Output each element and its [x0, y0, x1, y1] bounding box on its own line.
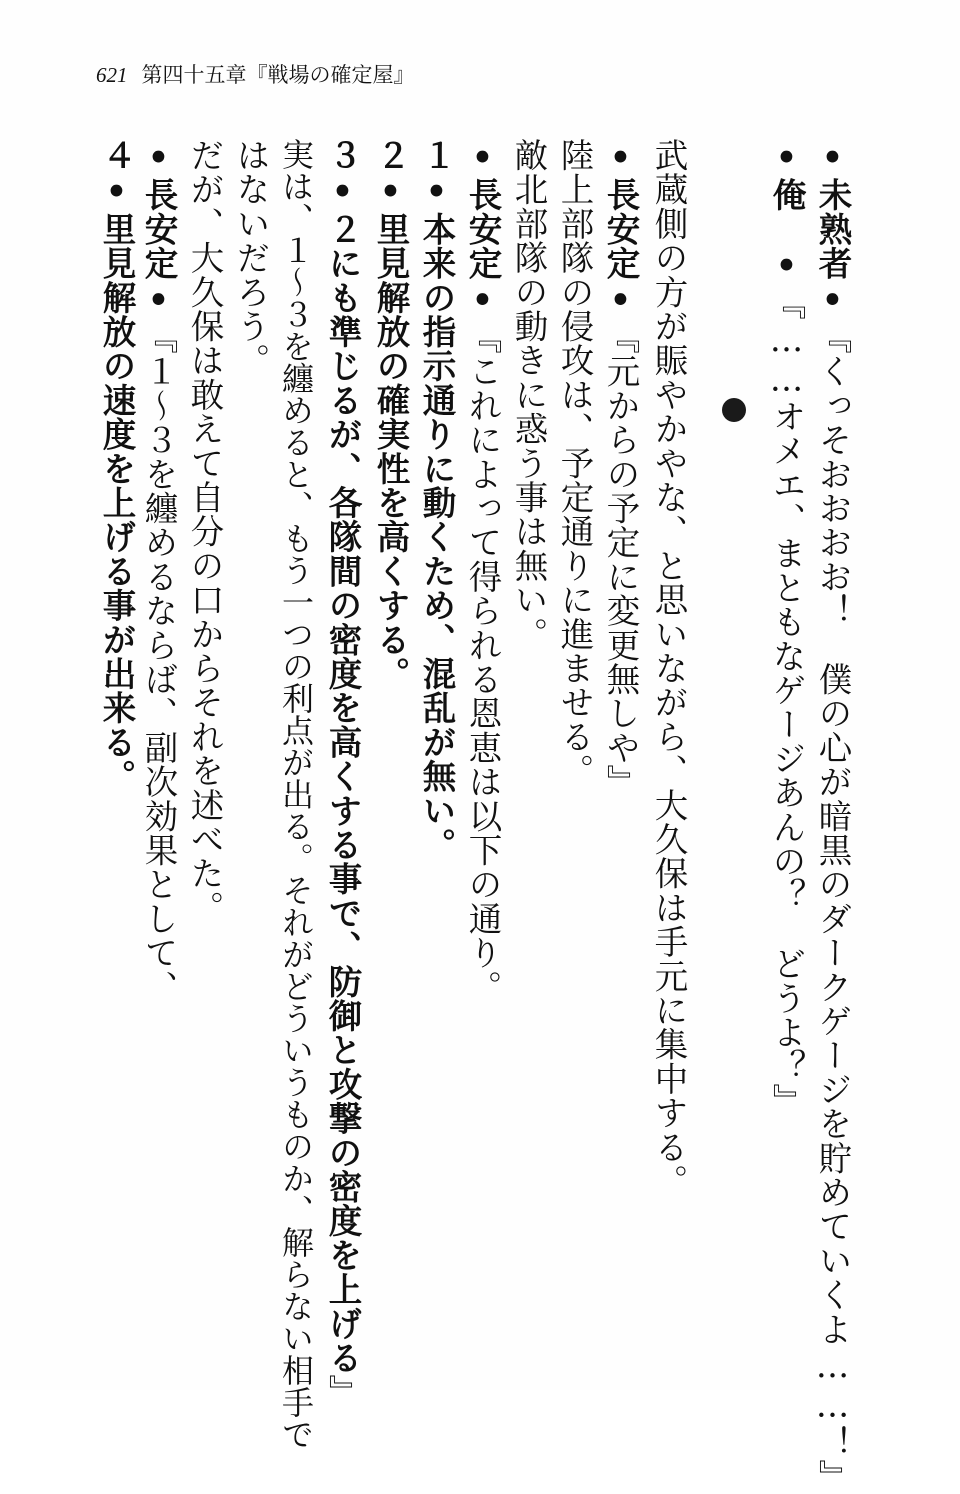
closing-bracket: 』 — [323, 1374, 362, 1409]
narration-text: 敵北部隊の動きに惑う事は無い。 — [509, 138, 548, 651]
narration-text: はないだろう。 — [231, 138, 270, 378]
line-10-point-3 — [322, 138, 362, 1409]
line-11-narration — [276, 138, 316, 1450]
dialogue-text: 『……オメエ、まともなゲージあんの？ どうよ？』 — [767, 285, 806, 1118]
narration-text: 武蔵側の方が賑やかやな、と思いながら、大久保は手元に集中する。 — [649, 138, 688, 1199]
list-item-text: ３•２にも準じるが、各隊間の密度を高くする事で、防御と攻撃の密度を上げる — [323, 138, 362, 1375]
section-break-dot — [722, 398, 746, 422]
line-4-nagayasusada — [600, 138, 640, 799]
dialogue-text: 『くっそおおおお！ 僕の心が暗黒のダークゲージを貯めていくよ……！』 — [813, 320, 852, 1494]
dialogue-text: 『元からの予定に変更無しや』 — [601, 320, 640, 799]
list-item-text: ２•里見解放の確実性を高くする。 — [371, 138, 410, 691]
speaker-label: •未熟者• — [813, 138, 852, 320]
speaker-label: •長安定• — [601, 138, 640, 320]
dialogue-text: 『これによって得られる恩恵は以下の通り。 — [463, 320, 502, 1004]
line-8-point-1 — [416, 138, 456, 862]
line-13-narration — [184, 138, 224, 925]
line-5-narration — [554, 138, 594, 788]
line-7-nagayasusada — [462, 138, 502, 1004]
speaker-label: •長安定• — [463, 138, 502, 320]
list-item-text: ４•里見解放の速度を上げる事が出来る。 — [97, 138, 136, 794]
narration-text: だが、大久保は敢えて自分の口からそれを述べた。 — [185, 138, 224, 925]
narration-text: 実は、１〜３を纏めると、もう一つの利点が出る。それがどういうものか、解らない相手で — [277, 138, 315, 1450]
running-header — [96, 62, 415, 88]
line-12-narration — [230, 138, 270, 377]
line-6-narration — [508, 138, 548, 651]
line-9-point-2 — [370, 138, 410, 691]
list-item-text: １•本来の指示通りに動くため、混乱が無い。 — [417, 138, 456, 862]
dialogue-text: 『１〜３を纏めるならば、副次効果として、 — [139, 320, 178, 1004]
chapter-title: 第四十五章『戦場の確定屋』 — [141, 63, 415, 87]
line-14-nagayasusada — [138, 138, 178, 1004]
page-number: 621 — [96, 63, 128, 87]
speaker-label: •俺 • — [767, 138, 806, 286]
line-1-mijukusha — [812, 138, 852, 1494]
narration-text: 陸上部隊の侵攻は、予定通りに進ませる。 — [555, 138, 594, 788]
line-3-narration — [648, 138, 688, 1198]
line-15-point-4 — [96, 138, 136, 793]
speaker-label: •長安定• — [139, 138, 178, 320]
line-2-ore — [766, 138, 806, 1118]
